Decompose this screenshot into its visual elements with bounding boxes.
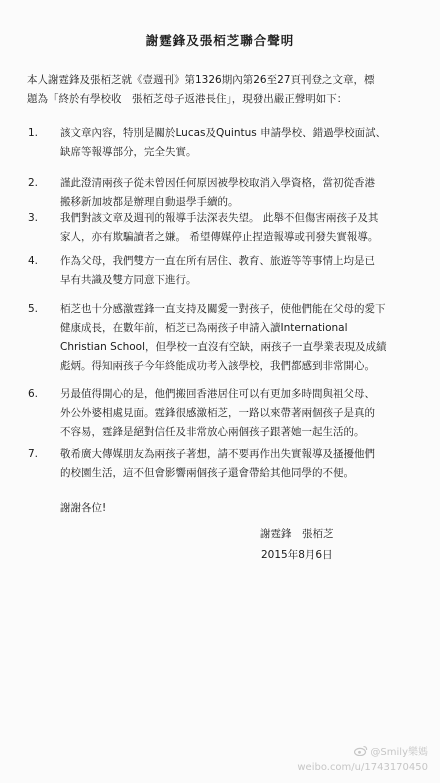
watermark-handle: @Smily樂媽: [370, 747, 428, 758]
intro-line: 題為「終於有學校收 張栢芝母子返港長住」，現發出嚴正聲明如下：: [27, 93, 348, 105]
item-line: 另最值得開心的是，他們搬回香港居住可以有更加多時間與祖父母、: [60, 388, 375, 400]
item-body: [60, 445, 420, 483]
item-number: 5.: [28, 303, 39, 315]
item-line: 敬希廣大傳媒朋友為兩孩子著想，請不要再作出失實報導及搔擾他們: [60, 448, 375, 460]
item-line: 作為父母，我們雙方一直在所有居住、教育、旅遊等等事情上均是已: [60, 255, 375, 267]
item-number: 2.: [28, 177, 39, 189]
weibo-logo-icon: [354, 745, 368, 756]
intro-paragraph: [27, 71, 417, 109]
item-line: 的校園生活，這不但會影響兩個孩子還會帶給其他同學的不便。: [60, 467, 354, 479]
item-body: [60, 300, 420, 376]
item-number: 7.: [28, 448, 39, 460]
item-line: 早有共識及雙方同意下進行。: [60, 274, 197, 286]
item-line: 缺席等報導部分，完全失實。: [60, 146, 197, 158]
signatories: 謝霆鋒 張栢芝: [260, 528, 334, 540]
item-number: 1.: [28, 127, 39, 139]
item-number: 4.: [28, 255, 39, 267]
item-line: 彪炳。得知兩孩子今年終能成功考入該學校，我們都感到非常開心。: [60, 360, 375, 372]
item-body: [60, 209, 420, 247]
item-body: [60, 124, 420, 162]
item-line: 該文章內容，特別是關於Lucas及Quintus 申請學校、錯過學校面試、: [60, 127, 387, 139]
item-body: [60, 174, 420, 212]
closing-thanks: 謝謝各位!: [60, 502, 107, 514]
weibo-watermark: [297, 745, 428, 775]
intro-line: 本人謝霆鋒及張栢芝就《壹週刊》第1326期內第26至27頁刊登之文章，標: [27, 74, 375, 86]
watermark-url: weibo.com/u/1743170450: [297, 762, 428, 773]
item-line: 外公外婆相處見面。霆鋒很感激栢芝，一路以來帶著兩個孩子是真的: [60, 407, 375, 419]
item-line: 家人，亦有欺騙讀者之嫌。 希望傳媒停止捏造報導或刊發失實報導。: [60, 231, 379, 243]
item-body: [60, 252, 420, 290]
statement-date: 2015年8月6日: [261, 549, 333, 561]
item-line: 搬移新加坡都是辦理自動退學手續的。: [60, 196, 239, 208]
item-number: 6.: [28, 388, 39, 400]
item-line: 謹此澄清兩孩子從未曾因任何原因被學校取消入學資格，當初從香港: [60, 177, 375, 189]
item-line: 栢芝也十分感激霆鋒一直支持及關愛一對孩子，使他們能在父母的愛下: [60, 303, 386, 315]
item-line: 健康成長，在數年前，栢芝已為兩孩子申請入讀International: [60, 322, 348, 334]
item-body: [60, 385, 420, 442]
item-line: 不容易，霆鋒是絕對信任及非常放心兩個孩子跟著她一起生活的。: [60, 426, 365, 438]
item-number: 3.: [28, 212, 39, 224]
item-line: Christian School，但學校一直沒有空缺，兩孩子一直學業表現及成績: [60, 341, 387, 353]
item-line: 我們對該文章及週刊的報導手法深表失望。 此舉不但傷害兩孩子及其: [60, 212, 379, 224]
statement-title: 謝霆鋒及張栢芝聯合聲明: [145, 33, 295, 48]
